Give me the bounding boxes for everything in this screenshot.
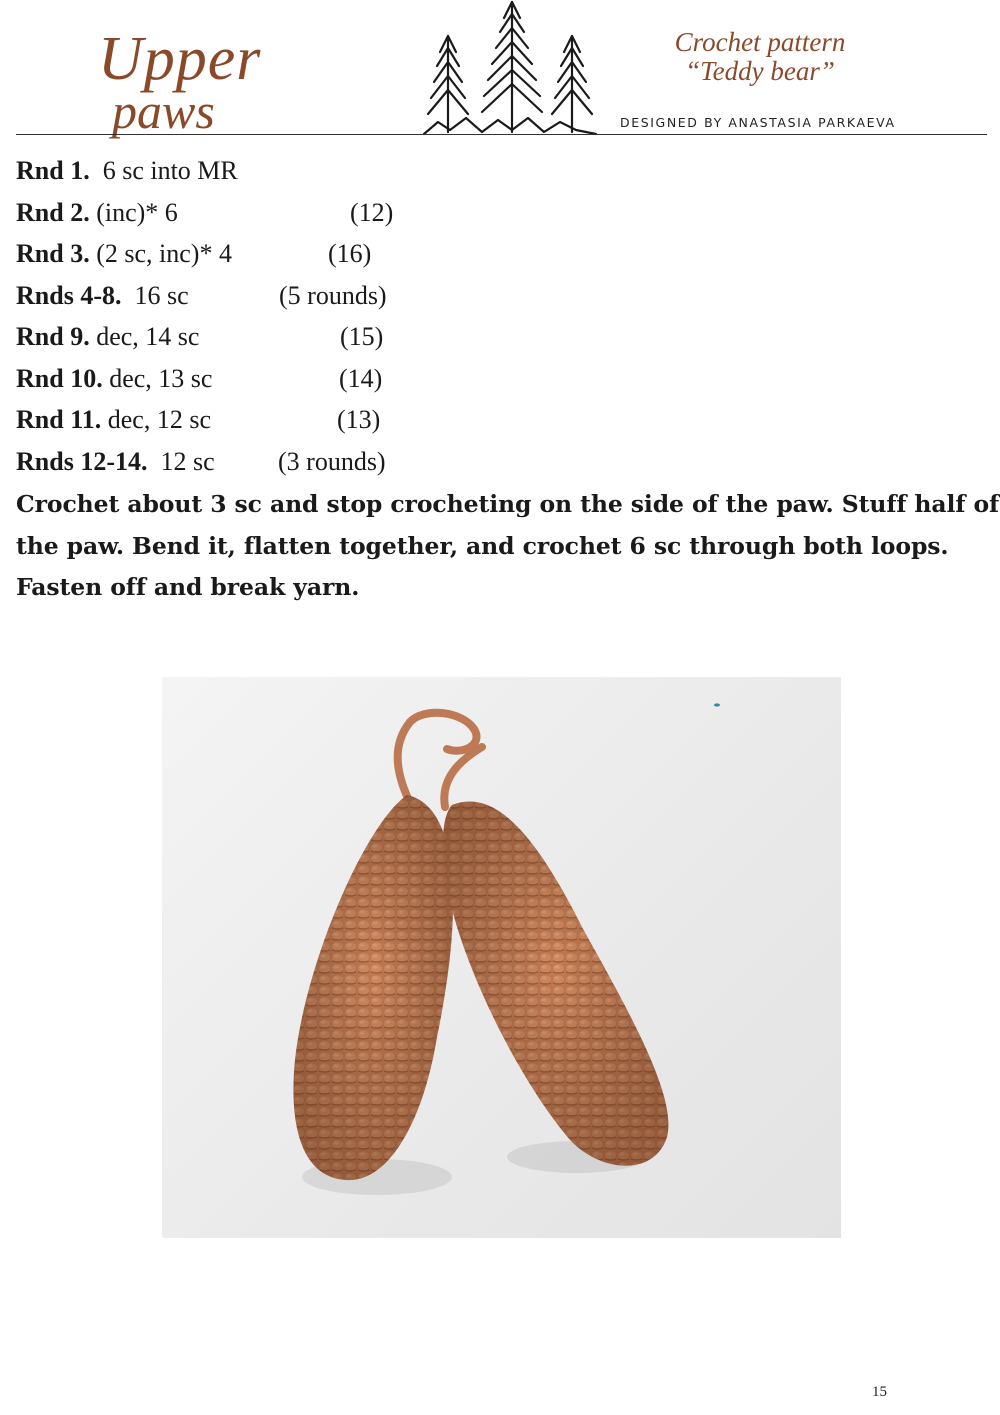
- finished-paws-photo: [162, 677, 841, 1238]
- round-count: (13): [337, 405, 381, 434]
- round-label: Rnds 4-8.: [16, 280, 122, 310]
- page-number: 15: [872, 1384, 887, 1400]
- crocheted-paws-illustration: [162, 677, 841, 1238]
- round-count: (16): [328, 239, 372, 268]
- round-row: [16, 316, 384, 358]
- round-stitches: (2 sc, inc)* 4: [96, 239, 232, 268]
- round-count: (14): [339, 363, 383, 393]
- round-row: [16, 150, 238, 192]
- round-stitches: 12 sc: [160, 446, 215, 476]
- round-count: (3 rounds): [278, 446, 386, 476]
- section-title-line2: paws: [112, 83, 215, 139]
- rounds-list: [16, 150, 394, 482]
- finishing-instructions: [16, 484, 1000, 609]
- round-stitches: (inc)* 6: [96, 197, 178, 227]
- pattern-title-line2: “Teddy bear”: [685, 56, 835, 86]
- round-stitches: dec, 12 sc: [107, 405, 212, 434]
- round-stitches: 6 sc into MR: [102, 156, 238, 185]
- round-row: [16, 233, 372, 275]
- round-row: [16, 441, 386, 483]
- instruction-line: the paw. Bend it, flatten together, and crochet 6 sc through both loops.: [16, 531, 949, 560]
- pattern-title: [650, 28, 870, 86]
- pine-trees-icon: [420, 0, 600, 136]
- round-label: Rnd 2.: [16, 197, 90, 227]
- round-label: Rnd 10.: [16, 363, 103, 393]
- round-label: Rnd 9.: [16, 322, 90, 351]
- round-count: (15): [340, 322, 384, 351]
- round-stitches: dec, 13 sc: [109, 363, 213, 393]
- round-count: (12): [350, 197, 394, 227]
- pattern-title-line1: Crochet pattern: [674, 27, 846, 57]
- round-stitches: dec, 14 sc: [96, 322, 200, 351]
- round-stitches: 16 sc: [134, 280, 189, 310]
- designer-credit: DESIGNED BY ANASTASIA PARKAEVA: [620, 115, 896, 130]
- round-row: [16, 192, 394, 234]
- round-row: [16, 399, 381, 441]
- header-divider: [16, 134, 987, 135]
- round-label: Rnd 3.: [16, 239, 90, 268]
- instruction-line: Fasten off and break yarn.: [16, 573, 360, 601]
- round-row: [16, 275, 387, 317]
- round-label: Rnds 12-14.: [16, 446, 148, 476]
- round-count: (5 rounds): [279, 280, 387, 310]
- round-row: [16, 358, 383, 400]
- round-label: Rnd 11.: [16, 405, 102, 434]
- round-label: Rnd 1.: [16, 156, 90, 185]
- section-title-line1: Upper: [98, 25, 262, 93]
- instruction-line: Crochet about 3 sc and stop crocheting on the side of the paw. Stuff half of: [16, 490, 1000, 518]
